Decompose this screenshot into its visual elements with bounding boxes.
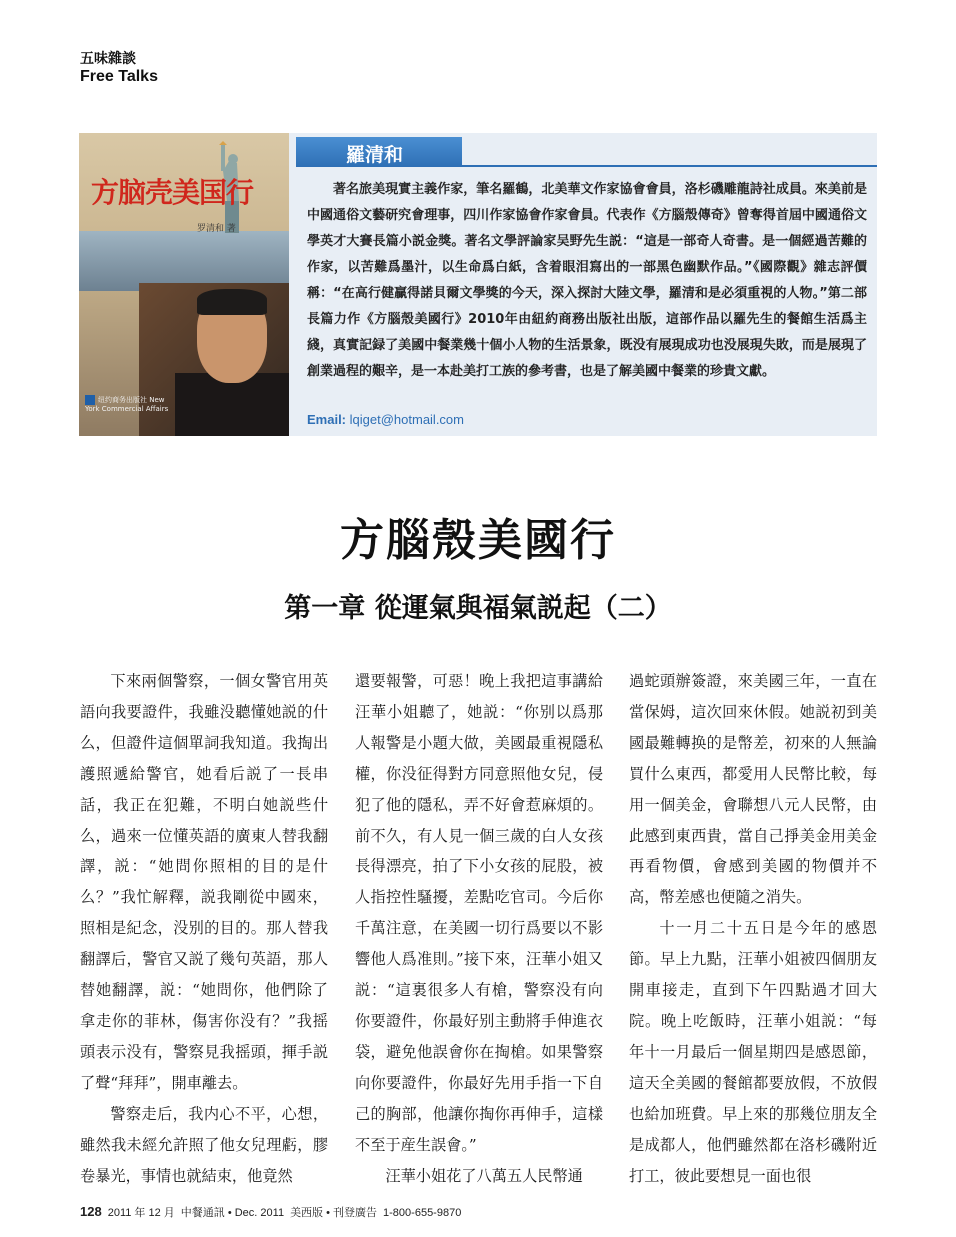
paragraph: 還要報警，可惡！晚上我把這事講給汪華小姐聽了，她説：“你别以爲那人報警是小題大做，美國最重視隱私權，你没征得對方同意照他女兒，侵犯了他的隱私，弄不好會惹麻煩的。前不久，有人見一個三歲的白人女孩長得漂亮，拍了下小女孩的屁股，被人指控性騷擾，差點吃官司。今后你千萬注意，在美國一切行爲要以不影響他人爲准則。”接下來，汪華小姐又説：“這裏很多人有槍，警察没有向你要證件，你最好别主動將手伸進衣袋，避免他誤會你在掏槍。如果警察向你要證件，你最好先用手指一下自己的胸部，他讓你掏你再伸手，這樣不至于産生誤會。” bbox=[355, 672, 603, 1154]
paragraph: 十一月二十五日是今年的感恩節。早上九點，汪華小姐被四個朋友開車接走，直到下午四點過才回大院。晚上吃飯時，汪華小姐説：“每年十一月最后一個星期四是感恩節，這天全美國的餐館都要放假，不放假也給加班費。早上來的那幾位朋友全是成都人，他們雖然都在洛杉磯附近打工，彼此要想見一面也很 bbox=[629, 919, 877, 1185]
cover-skyline bbox=[79, 231, 289, 291]
paragraph: 過蛇頭辦簽證，來美國三年，一直在當保姆，這次回來休假。她説初到美國最難轉换的是幣差，初來的人無論買什么東西，都愛用人民幣比較，每用一個美金，會聯想八元人民幣，由此感到東西貴，當自己掙美金用美金再看物價，會感到美國的物價并不高，幣差感也便隨之消失。 bbox=[629, 672, 877, 907]
page-number: 128 bbox=[80, 1204, 102, 1219]
article-column-1 bbox=[80, 666, 328, 1191]
author-bio-text: 著名旅美現實主義作家，筆名羅鶴，北美華文作家協會會員，洛杉磯雕龍詩社成員。來美前是中國通俗文藝研究會理事，四川作家協會作家會員。代表作《方腦殼傳奇》曾奪得首屆中國通俗文學英才大賽長篇小説金獎。著名文學評論家吴野先生説：“這是一部奇人奇書。是一個經過苦難的作家，以苦難爲墨汁，以生命爲白紙，含着眼泪寫出的一部黑色幽默作品。”《國際觀》雜志評價稱：“在高行健贏得諾貝爾文學獎的今天，深入探討大陸文學，羅清和是必須重視的人物。”第二部長篇力作《方腦殼美國行》2010年由紐約商務出版社出版，這部作品以羅先生的餐館生活爲主綫，真實記録了美國中餐業幾十個小人物的生活景象，既没有展現成功也没展現失敗，而是展現了創業過程的艱辛，是一本赴美打工族的參考書，也是了解美國中餐業的珍貴文獻。 bbox=[307, 182, 867, 379]
cover-author: 罗清和 著 bbox=[197, 224, 236, 234]
section-title-zh: 五味雜談 bbox=[80, 51, 136, 67]
author-name-tab bbox=[296, 137, 462, 167]
footer-edition: 美西版 • 刊登廣告 bbox=[290, 1207, 378, 1219]
name-divider bbox=[462, 165, 877, 167]
page-footer bbox=[80, 1204, 467, 1220]
article-column-3 bbox=[629, 666, 877, 1191]
author-bio-box bbox=[79, 133, 877, 436]
book-cover-image bbox=[79, 133, 289, 436]
author-name: 羅清和 bbox=[346, 144, 404, 166]
footer-magazine: 中餐通訊 • Dec. 2011 bbox=[180, 1207, 285, 1219]
footer-phone: 1-800-655-9870 bbox=[383, 1207, 462, 1219]
email-label: Email: bbox=[307, 412, 347, 427]
article-column-2 bbox=[355, 666, 603, 1191]
author-portrait-hair bbox=[197, 289, 267, 315]
footer-date: 2011 年 12 月 bbox=[107, 1207, 175, 1219]
paragraph: 警察走后，我内心不平，心想，雖然我未經允許照了他女兒理虧，膠卷暴光，事情也就結束，他竟然 bbox=[80, 1104, 328, 1185]
paragraph: 下來兩個警察，一個女警官用英語向我要證件，我雖没聽懂她説的什么，但證件這個單詞我知道。我掏出護照遞給警官，她看后説了一長串話，我正在犯難，不明白她説些什么，過來一位懂英語的廣東人替我翻譯，説：“她問你照相的目的是什么？”我忙解釋，説我剛從中國來，照相是紀念，没别的目的。那人替我翻譯后，警官又説了幾句英語，那人替她翻譯，説：“她問你，他們除了拿走你的菲林，傷害你没有？”我摇頭表示没有，警察見我摇頭，揮手説了聲“拜拜”，開車離去。 bbox=[80, 672, 328, 1092]
cover-publisher bbox=[85, 395, 175, 425]
cover-title: 方脑壳美国行 bbox=[91, 176, 254, 209]
section-title-en: Free Talks bbox=[80, 68, 158, 85]
email-address[interactable]: lqiget@hotmail.com bbox=[349, 412, 464, 427]
article-subtitle: 第一章 從運氣與福氣説起（二） bbox=[284, 593, 672, 624]
publisher-logo-icon bbox=[85, 395, 95, 405]
author-email bbox=[307, 412, 464, 427]
cover-publisher-text: 纽约商务出版社 New York Commercial Affairs bbox=[85, 396, 169, 413]
article-title: 方腦殼美國行 bbox=[340, 515, 616, 566]
paragraph: 汪華小姐花了八萬五人民幣通 bbox=[385, 1166, 583, 1185]
